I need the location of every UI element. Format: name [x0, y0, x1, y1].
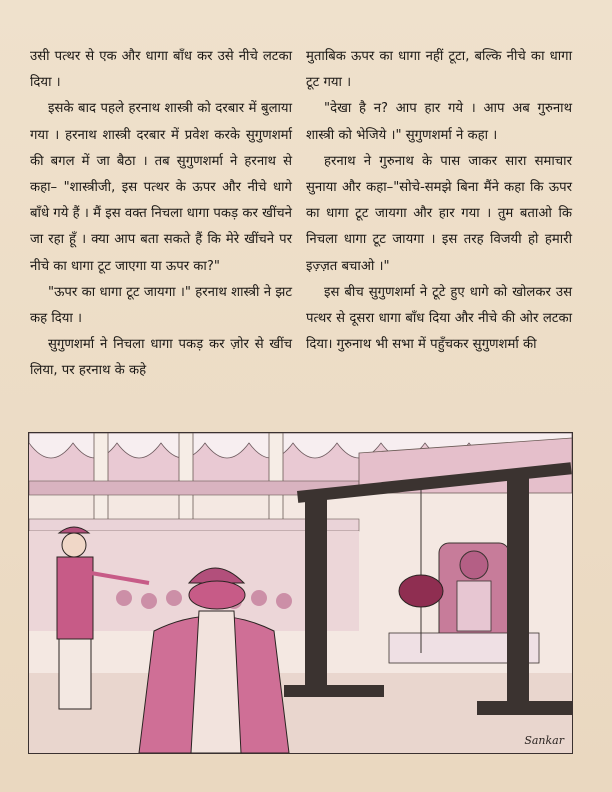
right-text-column: [306, 44, 572, 358]
paragraph: हरनाथ ने गुरुनाथ के पास जाकर सारा समाचार सुनाया और कहा–"सोचे-समझे बिना मैंने कहा कि ऊपर का धागा टूट जायगा और हार गया । तुम बताओ कि निचला धागा टूट जायगा । इस तरह विजयी हो हमारी इज़्ज़त बचाओ ।": [306, 153, 572, 274]
paragraph: "ऊपर का धागा टूट जायगा ।" हरनाथ शास्त्री ने झट कह दिया ।: [30, 284, 292, 327]
court-scene-drawing: [29, 433, 572, 753]
paragraph: इस बीच सुगुणशर्मा ने टूटे हुए धागे को खोलकर उस पत्थर से दूसरा धागा बाँध दिया और नीचे की ओर लटका दिया। गुरुनाथ भी सभा में पहुँचकर सुगुणशर्मा की: [306, 284, 572, 353]
court-scene-illustration: [28, 432, 573, 754]
artist-signature: Sankar: [524, 734, 564, 747]
paragraph: मुताबिक ऊपर का धागा नहीं टूटा, बल्कि नीचे का धागा टूट गया ।: [306, 49, 572, 91]
paragraph: सुगुणशर्मा ने निचला धागा पकड़ कर ज़ोर से खींच लिया, पर हरनाथ के कहे: [30, 337, 292, 379]
paragraph: इसके बाद पहले हरनाथ शास्त्री को दरबार में बुलाया गया । हरनाथ शास्त्री दरबार में प्रवेश करके सुगुणशर्मा की बगल में जा बैठा । तब सुगुणशर्मा ने हरनाथ से कहा– "शास्त्रीजी, इस पत्थर के ऊपर और नीचे धागे बाँधे गये हैं । मैं इस वक्त निचला धागा पकड़ कर खींचने जा रहा हूँ । क्या आप बता सकते हैं कि मेरे खींचने पर नीचे का धागा टूट जाएगा या ऊपर का?": [30, 101, 292, 274]
paragraph: "देखा है न? आप हार गये । आप अब गुरुनाथ शास्त्री को भेजिये ।" सुगुणशर्मा ने कहा ।: [306, 101, 572, 143]
paragraph: उसी पत्थर से एक और धागा बाँध कर उसे नीचे लटका दिया ।: [30, 49, 292, 91]
left-text-column: [30, 44, 292, 385]
